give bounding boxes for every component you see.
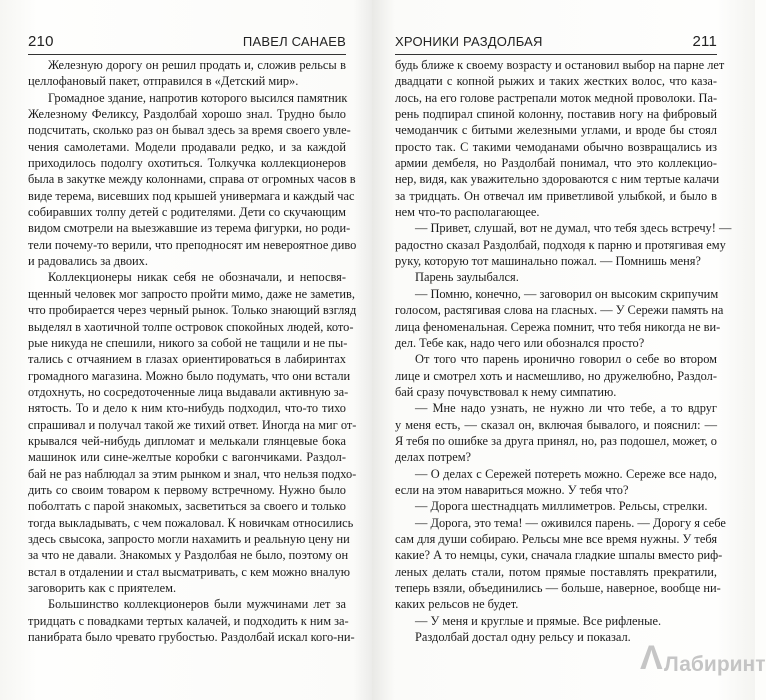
text-line: дел. Тебе как, надо чего или обознался просто? [395, 335, 645, 350]
text-line: Железному Феликсу, Раздолбай хорошо знал. Трудно было [28, 107, 346, 122]
text-line: От того что парень иронично говорил о себе во втором [415, 352, 717, 367]
text-line: делах потрем? [395, 450, 472, 465]
text-line: машинок или сине-желтые коробки с вагончиками. Раздол- [28, 450, 346, 465]
text-line: бай сразу почувствовал к нему симпатию. [395, 384, 617, 399]
text-line: за тридцать. Он отвечал им приветливой улыбкой, и было в [395, 188, 717, 203]
text-line: за что не давали. Знакомых у Раздолбая не было, поэтому он [28, 548, 349, 563]
text-line: и радовались за двоих. [28, 254, 148, 269]
text-line: поболтать с парой знакомых, засветиться за своего и только [28, 499, 346, 514]
text-line: — Привет, слушай, вот не думал, что тебя здесь встречу! — [415, 221, 732, 236]
watermark-text: Лабиринт [664, 653, 766, 676]
text-line: — Дорога шестнадцать миллиметров. Рельсы, стрелки. [415, 499, 708, 514]
header-rule [395, 54, 717, 55]
text-line: Железную дорогу он решил продать и, сложив рельсы в [48, 58, 346, 72]
text-line: леных делать стали, потом прямые поставлять прекратили, [395, 564, 717, 579]
text-line: подсчитать, сколько раз он бывал здесь за время своего увле- [28, 123, 351, 138]
text-line: рые никуда не спешили, никого за собой не тащили и не пы- [28, 335, 348, 350]
text-line: нер, видя, как уважительно здороваются с ним тертые калачи [395, 172, 720, 187]
text-line: тридцать с повадками тертых калачей, и подходить к ним за- [28, 613, 349, 628]
header-rule [28, 54, 346, 55]
labirint-watermark-logo [640, 639, 766, 680]
text-line: лица феноменальная. Сережа помнит, что тебя никогда не ви- [395, 319, 721, 334]
text-line: руку, которую тот машинально пожал. — Помнишь меня? [395, 254, 701, 269]
text-line: панибрата было чревато грубостью. Раздолбай искал кого-ни- [28, 630, 355, 645]
text-line: Большинство коллекционеров были мужчинами лет за [48, 597, 346, 612]
text-line: нятость. То и дело к ним кто-нибудь подходил, что-то тихо [28, 401, 346, 416]
text-line: видом смотрели на выезжавшие из терема фигурки, но роди- [28, 221, 351, 236]
text-line: — О делах с Сережей потереть можно. Сереже все надо, [415, 466, 717, 481]
text-line: если на этом навариться можно. У тебя что? [395, 482, 629, 497]
running-head-author: ПАВЕЛ САНАЕВ [242, 34, 346, 49]
left-page [0, 0, 372, 700]
text-line: громадного магазина. Можно было подумать, что они встали [28, 368, 351, 383]
text-line: голосом, растягивая слова на гласных. — У Сережи память на [395, 303, 724, 318]
text-line: у меня есть, — сказал он, включая бывалого, и пояснил: — [395, 417, 717, 432]
text-line: будь ближе к своему возрасту и остановил выбор на парне лет [395, 58, 725, 72]
text-line: Я тебя по ошибке за друга принял, но, раз подошел, может, о [395, 433, 717, 448]
right-page-header [395, 33, 717, 51]
text-line: — Дорога, это тема! — оживился парень. — Дорогу я себе [415, 515, 726, 530]
text-line: армии дембеля, но Раздолбай понимал, что это коллекцио- [395, 156, 717, 171]
left-page-text [28, 57, 357, 645]
text-line: радостно сказал Раздолбай, подходя к парню и протягивая ему [395, 237, 726, 252]
page-number: 210 [28, 33, 54, 50]
text-line: здесь свысока, запросто могли нахамить и реальную цену ни [28, 531, 350, 546]
text-line: Коллекционеры никак себя не обозначали, и непосвя- [48, 270, 346, 285]
text-line: чемоданчик с битыми железными углами, и вроде бы стоял [395, 123, 717, 138]
text-line: просто так. С такими чемоданами обычно возвращались из [395, 139, 717, 154]
text-line: виде терема, висевших под крышей универмага и каждый час [28, 188, 355, 203]
labirint-logo-icon: Λ [640, 639, 663, 677]
text-line: что пробирается через черный рынок. Только знающий взгляд [28, 303, 357, 318]
left-page-header [28, 33, 346, 51]
text-line: двадцати с копной рыжих и таких жестких волос, что каза- [395, 74, 717, 89]
text-line: выделял в хаотичной толпе островок спокойных людей, кото- [28, 319, 354, 334]
text-line: встал в отдалении и стал высматривать, с кем можно вналую [28, 564, 351, 579]
text-line: — У меня и круглые и прямые. Все рифленые. [415, 613, 662, 628]
text-line: каких рельсов не будет. [395, 597, 519, 612]
text-line: — Мне надо узнать, не нужно ли что тебе, а то вдруг [415, 401, 717, 416]
text-line: Раздолбай достал одну рельсу и показал. [415, 630, 631, 645]
text-line: тались с отчаянием в глазах ориентироваться в лабиринтах [28, 352, 346, 367]
text-line: лось, на его голове растрепали моток медной проволоки. Па- [395, 90, 718, 105]
text-line: дить со своим товаром к первому встречному. Нужно было [28, 482, 346, 497]
text-line: тогда выкладывать, с чем пожаловал. К новичкам относились [28, 515, 354, 530]
text-line: заговорить как с приятелем. [28, 581, 177, 595]
text-line: спрашивал и получал такой же тихий ответ. Иногда на миг от- [28, 417, 357, 432]
text-line: лице и смотрел хоть и насмешливо, но дружелюбно, Раздол- [395, 368, 717, 383]
running-head-title: ХРОНИКИ РАЗДОЛБАЯ [395, 34, 543, 49]
text-line: крывался чей-нибудь дипломат и мелькали глянцевые бока [28, 433, 346, 448]
text-line: чения самолетами. Модели продавали редко, и за каждой [28, 139, 346, 154]
text-line: — Помню, конечно, — заговорил он высоким скрипучим [415, 286, 719, 301]
text-line: щенный человек мог запросто пройти мимо, даже не заметив, [28, 286, 355, 301]
text-line: Парень заулыбался. [415, 270, 519, 285]
text-line: рень подпирал спиной колонну, поставив ногу на фибровый [395, 107, 717, 122]
text-line: Громадное здание, напротив которого высился памятник [48, 90, 348, 105]
text-line: целлофановый пакет, отправился в «Детский мир». [28, 74, 299, 89]
right-page [372, 0, 766, 700]
text-line: отдохнуть, но сосредоточенные лица выдавали активную за- [28, 384, 349, 399]
text-line: какие? А то немцы, суки, сначала гладкие шпалы вместо риф- [395, 548, 723, 563]
text-line: была в закутке между колоннами, справа от огромных часов в [28, 172, 356, 187]
page-number: 211 [692, 33, 717, 50]
text-line: тели почему-то верили, что преподносят им невероятное диво [28, 237, 357, 252]
text-line: собиравших толпу детей с родителями. Дети со скучающим [28, 205, 346, 220]
text-line: теперь взяли, объединились — больше, наверное, вообще ни- [395, 581, 721, 595]
text-line: приходилось подолгу охотиться. Толкучка коллекционеров [28, 156, 346, 171]
text-line: сам для души собираю. Рельсы мне все время нужны. У тебя [395, 531, 718, 546]
text-line: нем что-то располагающее. [395, 205, 540, 220]
text-line: бай не раз наблюдал за этим рынком и знал, что нельзя подхо- [28, 466, 357, 481]
right-page-text [395, 57, 732, 645]
